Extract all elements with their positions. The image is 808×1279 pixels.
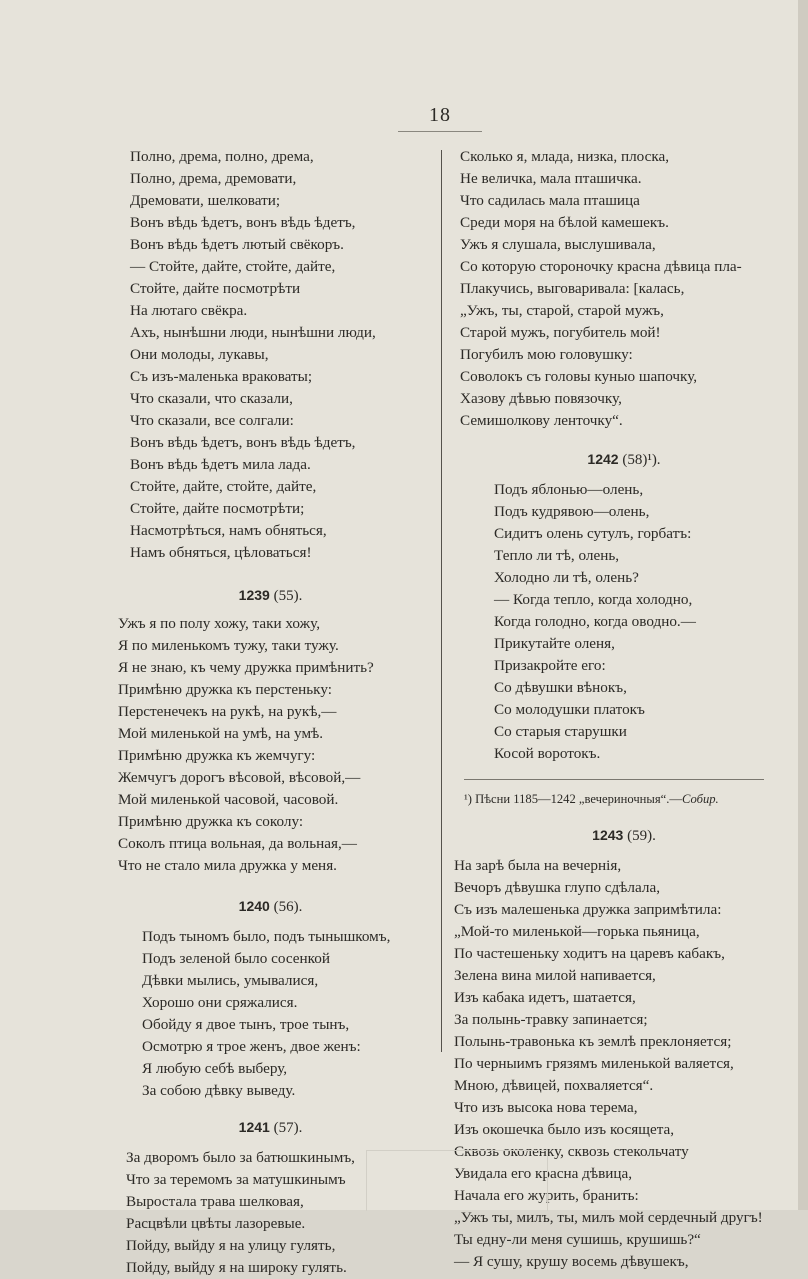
verse-line: Увидала его красна дѣвица,	[454, 1165, 633, 1182]
verse-line: Полынь-травонька къ землѣ преклоняется;	[454, 1033, 732, 1050]
verse-line: Ты едну-ли меня сушишь, крушишь?“	[454, 1231, 701, 1248]
verse-line: Вонъ вѣдь ѣдетъ, вонъ вѣдь ѣдетъ,	[130, 214, 356, 231]
verse-line: Подъ яблонью—олень,	[494, 481, 644, 498]
verse-line: Я не знаю, къ чему дружка примѣнить?	[118, 659, 374, 676]
verse-line: Когда голодно, когда оводно.—	[494, 613, 696, 630]
verse-line: „Ужъ ты, милъ, ты, милъ мой сердечный другъ!	[454, 1209, 763, 1226]
verse-line: Сквозь околенку, сквозь стекольчату	[454, 1143, 689, 1160]
right-column	[454, 146, 794, 1273]
verse-line: Со которую стороночку красна дѣвица пла-	[460, 258, 742, 275]
column-divider	[441, 150, 442, 1052]
verse-line: Прикутайте оленя,	[494, 635, 615, 652]
verse-line: Подъ кудрявою—олень,	[494, 503, 650, 520]
song-heading	[118, 1116, 423, 1139]
verse-line: — Когда тепло, когда холодно,	[494, 591, 693, 608]
verse-line: Съ изъ малешенька дружка запримѣтила:	[454, 901, 722, 918]
song-number: 1242	[587, 451, 619, 467]
verse-line: Стойте, дайте посмотрѣти;	[130, 500, 305, 517]
page-edge	[798, 0, 808, 1210]
verse-line: Вонъ вѣдь ѣдетъ, вонъ вѣдь ѣдетъ,	[130, 434, 356, 451]
song	[454, 448, 794, 765]
song-number: 1241	[238, 1119, 270, 1135]
verse-line: Они молоды, лукавы,	[130, 346, 269, 363]
verse-line: Полно, дрема, полно, дрема,	[130, 148, 314, 165]
verse-line: Я по миленькомъ тужу, таки тужу.	[118, 637, 339, 654]
page-number-rule	[398, 131, 482, 132]
verse-line: Ужъ я слушала, выслушивала,	[460, 236, 656, 253]
verse-line: Что изъ высока нова терема,	[454, 1099, 638, 1116]
song-number: 1243	[592, 827, 624, 843]
song-subnumber: (55).	[273, 588, 303, 604]
verse-line: Среди моря на бѣлой камешекъ.	[460, 214, 669, 231]
verse-line: Призакройте его:	[494, 657, 606, 674]
verse-line: — Стойте, дайте, стойте, дайте,	[130, 258, 336, 275]
verse-line: Подъ тыномъ было, подъ тынышкомъ,	[142, 928, 391, 945]
verse-line: Съ изъ-маленька враковаты;	[130, 368, 313, 385]
footnote	[454, 779, 794, 810]
verse-line: Со дѣвушки вѣнокъ,	[494, 679, 627, 696]
song-subnumber: (57).	[273, 1120, 303, 1136]
song	[454, 146, 794, 432]
verse-line: Хорошо они сряжалися.	[142, 994, 298, 1011]
song-subnumber: (58)¹).	[622, 452, 661, 468]
verse-line: Начала его журить, бранить:	[454, 1187, 639, 1204]
verse-line: Что не стало мила дружка у меня.	[118, 857, 337, 874]
verse-line: На лютаго свёкра.	[130, 302, 248, 319]
verse-line: Выростала трава шелковая,	[126, 1193, 304, 1210]
verse-line: Соколъ птица вольная, да вольная,—	[118, 835, 357, 852]
verse-line: Перстенечекъ на рукѣ, на рукѣ,—	[118, 703, 337, 720]
verse-line: Подъ зеленой было сосенкой	[142, 950, 330, 967]
verse-line: Обойду я двое тынъ, трое тынъ,	[142, 1016, 350, 1033]
verse-line: Мой миленькой на умѣ, на умѣ.	[118, 725, 324, 742]
footnote-author: Собир.	[682, 792, 719, 806]
song	[118, 584, 423, 877]
footnote-text	[464, 788, 794, 810]
verse-line: Что садилась мала пташица	[460, 192, 640, 209]
verse-line: Сколько я, млада, низка, плоска,	[460, 148, 670, 165]
verse-line: По частешеньку ходитъ на царевъ кабакъ,	[454, 945, 725, 962]
verse-line: Старой мужъ, погубитель мой!	[460, 324, 661, 341]
verse-line: Со старыя старушки	[494, 723, 627, 740]
verse-line: Мною, дѣвицей, похваляется“.	[454, 1077, 654, 1094]
verse-line: Не величка, мала пташичка.	[460, 170, 642, 187]
verse-line: Что сказали, что сказали,	[130, 390, 293, 407]
verse-line: Мой миленькой часовой, часовой.	[118, 791, 339, 808]
verse-line: Пойду, выйду я на широку гулять.	[126, 1259, 347, 1276]
verse-line: Стойте, дайте, стойте, дайте,	[130, 478, 317, 495]
verse-line: Примѣню дружка къ жемчугу:	[118, 747, 316, 764]
song-heading	[118, 584, 423, 607]
verse-line: Холодно ли тѣ, олень?	[494, 569, 639, 586]
verse-line: Примѣню дружка къ соколу:	[118, 813, 304, 830]
verse-line: Со молодушки платокъ	[494, 701, 645, 718]
song-heading	[118, 895, 423, 918]
verse-line: Ахъ, нынѣшни люди, нынѣшни люди,	[130, 324, 376, 341]
verse-line: Ужъ я по полу хожу, таки хожу,	[118, 615, 321, 632]
verse-line: Плакучись, выговаривала: [калась,	[460, 280, 685, 297]
verse-line: Вечоръ дѣвушка глупо сдѣлала,	[454, 879, 661, 896]
verse-line: Намъ обняться, цѣловаться!	[130, 544, 312, 561]
verse-line: Примѣню дружка къ перстеньку:	[118, 681, 332, 698]
verse-line: За полынь-травку запинается;	[454, 1011, 648, 1028]
verse-line: Тепло ли тѣ, олень,	[494, 547, 620, 564]
verse-line: Семишолкову ленточку“.	[460, 412, 623, 429]
verse-line: Вонъ вѣдь ѣдетъ мила лада.	[130, 456, 311, 473]
verse-line: Зелена вина милой напивается,	[454, 967, 656, 984]
song-number: 1240	[238, 898, 270, 914]
verse-line: Что сказали, все солгали:	[130, 412, 294, 429]
verse-line: Осмотрю я трое женъ, двое женъ:	[142, 1038, 361, 1055]
page-number: 18	[429, 104, 451, 126]
verse-line: — Я сушу, крушу восемь дѣвушекъ,	[454, 1253, 689, 1270]
verse-line: Косой воротокъ.	[494, 745, 601, 762]
verse-line: Изъ окошечка было изъ косящета,	[454, 1121, 675, 1138]
verse-line: Погубилъ мою головушку:	[460, 346, 633, 363]
left-column	[118, 146, 423, 1279]
verse-line: Дремовати, шелковати;	[130, 192, 281, 209]
verse-line: По черныимъ грязямъ миленькой валяется,	[454, 1055, 734, 1072]
song	[118, 895, 423, 1102]
verse-line: Хазову дѣвью повязочку,	[460, 390, 622, 407]
verse-line: За дворомъ было за батюшкинымъ,	[126, 1149, 355, 1166]
verse-line: Сидитъ олень сутулъ, горбатъ:	[494, 525, 692, 542]
verse-line: На зарѣ была на вечернія,	[454, 857, 622, 874]
song	[118, 146, 423, 564]
verse-line: Вонъ вѣдь ѣдетъ лютый свёкоръ.	[130, 236, 344, 253]
verse-line: „Ужъ, ты, старой, старой мужъ,	[460, 302, 664, 319]
verse-line: Полно, дрема, дремовати,	[130, 170, 297, 187]
verse-line: Изъ кабака идетъ, шатается,	[454, 989, 636, 1006]
verse-line: Что за теремомъ за матушкинымъ	[126, 1171, 346, 1188]
footnote-body: ¹) Пѣсни 1185—1242 „вечериночныя“.—	[464, 792, 682, 806]
verse-line: Дѣвки мылись, умывалися,	[142, 972, 319, 989]
song-subnumber: (56).	[273, 899, 303, 915]
verse-line: „Мой-то миленькой—горька пьяница,	[454, 923, 700, 940]
verse-line: Насмотрѣться, намъ обняться,	[130, 522, 327, 539]
verse-line: Соволокъ съ головы куныо шапочку,	[460, 368, 698, 385]
verse-line: Пойду, выйду я на улицу гулять,	[126, 1237, 336, 1254]
song-heading	[454, 824, 794, 847]
song-subnumber: (59).	[627, 828, 656, 844]
footnote-rule	[464, 779, 764, 780]
song-number: 1239	[238, 587, 270, 603]
verse-line: За собою дѣвку выведу.	[142, 1082, 296, 1099]
verse-line: Жемчугъ дорогъ вѣсовой, вѣсовой,—	[118, 769, 361, 786]
verse-line: Расцвѣли цвѣты лазоревые.	[126, 1215, 306, 1232]
verse-line: Я любую себѣ выберу,	[142, 1060, 288, 1077]
library-stamp	[366, 1150, 548, 1211]
verse-line: Стойте, дайте посмотрѣти	[130, 280, 301, 297]
song-heading	[454, 448, 794, 471]
